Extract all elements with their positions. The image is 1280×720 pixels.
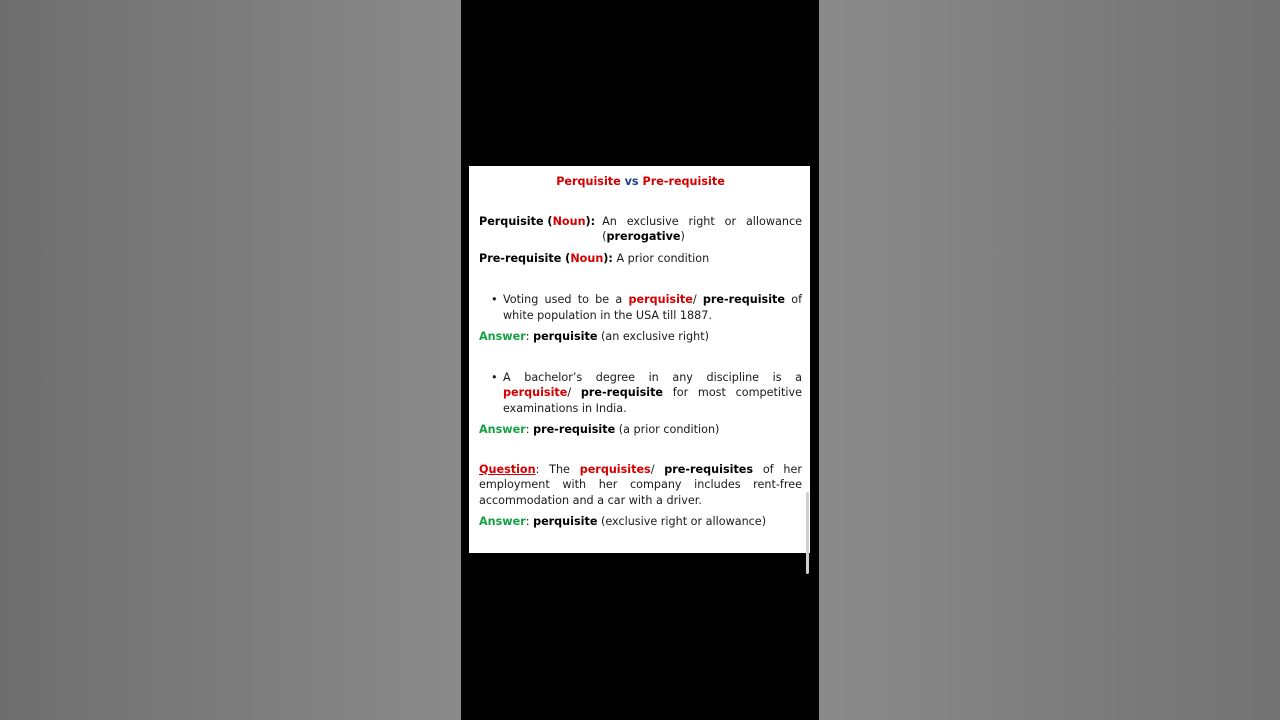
answer-2: Answer: pre-requisite (a prior condition)	[479, 423, 720, 436]
question-2: • A bachelor’s degree in any discipline is a perquisite/ pre-requisite for most competitive examinations in India.	[491, 370, 803, 415]
right-blur-background	[819, 0, 1280, 720]
definition-prerequisite: Pre-requisite (Noun): A prior condition	[479, 251, 710, 265]
answer-1: Answer: perquisite (an exclusive right)	[479, 330, 709, 343]
question-3: Question: The perquisites/ pre-requisites of her employment with her company includes rent-free accommodation and a car with a driver.	[479, 462, 802, 507]
scrollbar[interactable]	[806, 492, 809, 574]
definition-perquisite: Perquisite (Noun): An exclusive right or allowance (prerogative)	[479, 214, 802, 243]
page-title: Perquisite vs Pre-requisite	[556, 175, 725, 188]
document-page	[469, 166, 810, 553]
question-1: • Voting used to be a perquisite/ pre-requisite of white population in the USA till 1887.	[491, 293, 803, 322]
answer-3: Answer: perquisite (exclusive right or allowance)	[479, 515, 767, 528]
video-frame	[461, 0, 819, 720]
left-blur-background	[0, 0, 461, 720]
